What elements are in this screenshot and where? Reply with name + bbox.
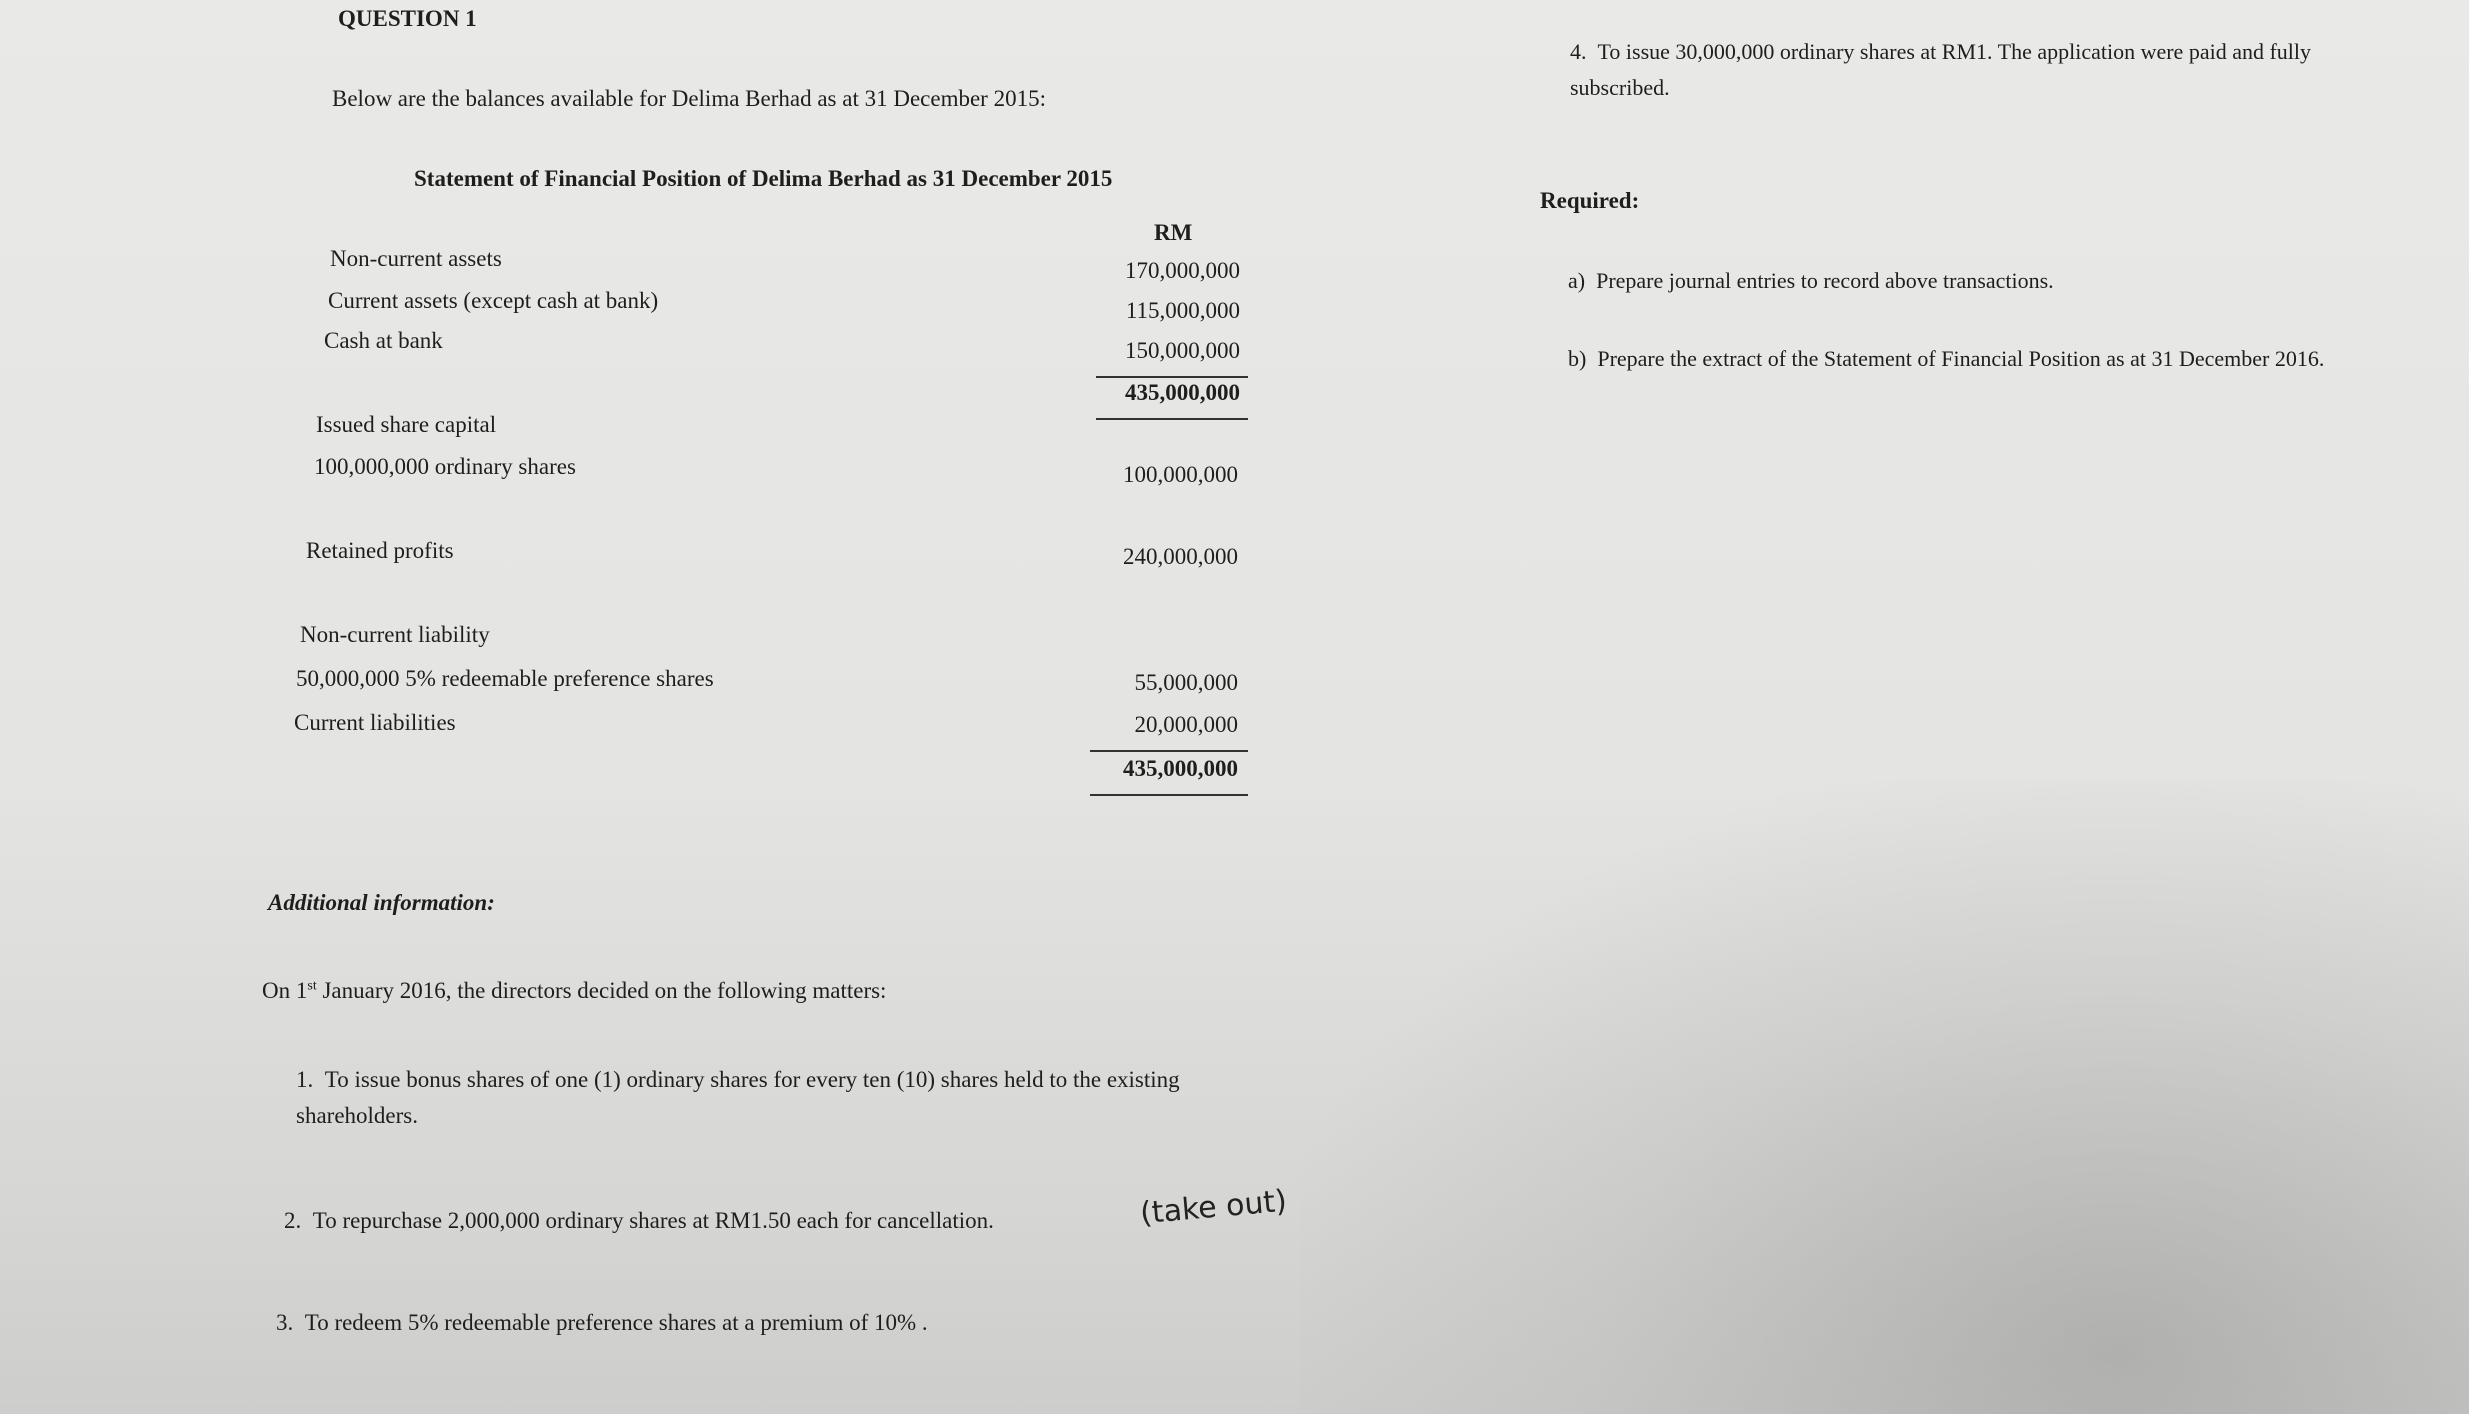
intro-text: Below are the balances available for Delima Berhad as at 31 December 2015: — [332, 86, 1046, 111]
question-title: QUESTION 1 — [338, 6, 477, 31]
photo-shadow — [1300, 780, 2469, 1414]
statement-title: Statement of Financial Position of Delima Berhad as 31 December 2015 — [414, 166, 1113, 191]
list-item: 4. To issue 30,000,000 ordinary shares at RM1. The application were paid and fully subscribed. — [1570, 39, 2312, 100]
required-item-b: b) Prepare the extract of the Statement of Financial Position as at 31 December 2016. — [1568, 346, 2325, 371]
required-item-a: a) Prepare journal entries to record above transactions. — [1568, 268, 2054, 293]
required-heading: Required: — [1540, 188, 1640, 213]
current-liabilities-value: 20,000,000 — [1134, 712, 1238, 737]
additional-intro: On 1st January 2016, the directors decided on the following matters: — [262, 978, 887, 1003]
list-item: 1. To issue bonus shares of one (1) ordinary shares for every ten (10) shares held to the existing shareholders. — [296, 1067, 1180, 1128]
total-rule-bottom — [1096, 418, 1248, 420]
list-item: 3. To redeem 5% redeemable preference shares at a premium of 10% . — [276, 1310, 928, 1335]
assets-total: 435,000,000 — [1125, 380, 1240, 405]
retained-profits-label: Retained profits — [306, 538, 454, 563]
ordinary-shares-value: 100,000,000 — [1123, 462, 1238, 487]
ordinary-shares-label: 100,000,000 ordinary shares — [314, 454, 576, 479]
asset-value-cash: 150,000,000 — [1125, 338, 1240, 363]
preference-shares-value: 55,000,000 — [1134, 670, 1238, 695]
list-item: 2. To repurchase 2,000,000 ordinary shares at RM1.50 each for cancellation. — [284, 1208, 994, 1233]
asset-value-non-current: 170,000,000 — [1125, 258, 1240, 283]
asset-label-cash: Cash at bank — [324, 328, 443, 353]
current-liabilities-label: Current liabilities — [294, 710, 456, 735]
handwritten-note: (take out) — [1138, 1183, 1289, 1232]
currency-header: RM — [1154, 220, 1193, 245]
liabilities-rule-top — [1090, 750, 1248, 752]
retained-profits-value: 240,000,000 — [1123, 544, 1238, 569]
total-rule-top — [1096, 376, 1248, 378]
non-current-liability-label: Non-current liability — [300, 622, 490, 647]
issued-capital-label: Issued share capital — [316, 412, 497, 437]
asset-label-non-current: Non-current assets — [330, 246, 502, 271]
liabilities-total: 435,000,000 — [1123, 756, 1238, 781]
preference-shares-label: 50,000,000 5% redeemable preference shares — [296, 666, 714, 691]
additional-heading: Additional information: — [268, 890, 495, 915]
liabilities-rule-bottom — [1090, 794, 1248, 796]
asset-value-current: 115,000,000 — [1125, 298, 1240, 323]
asset-label-current: Current assets (except cash at bank) — [328, 288, 659, 313]
